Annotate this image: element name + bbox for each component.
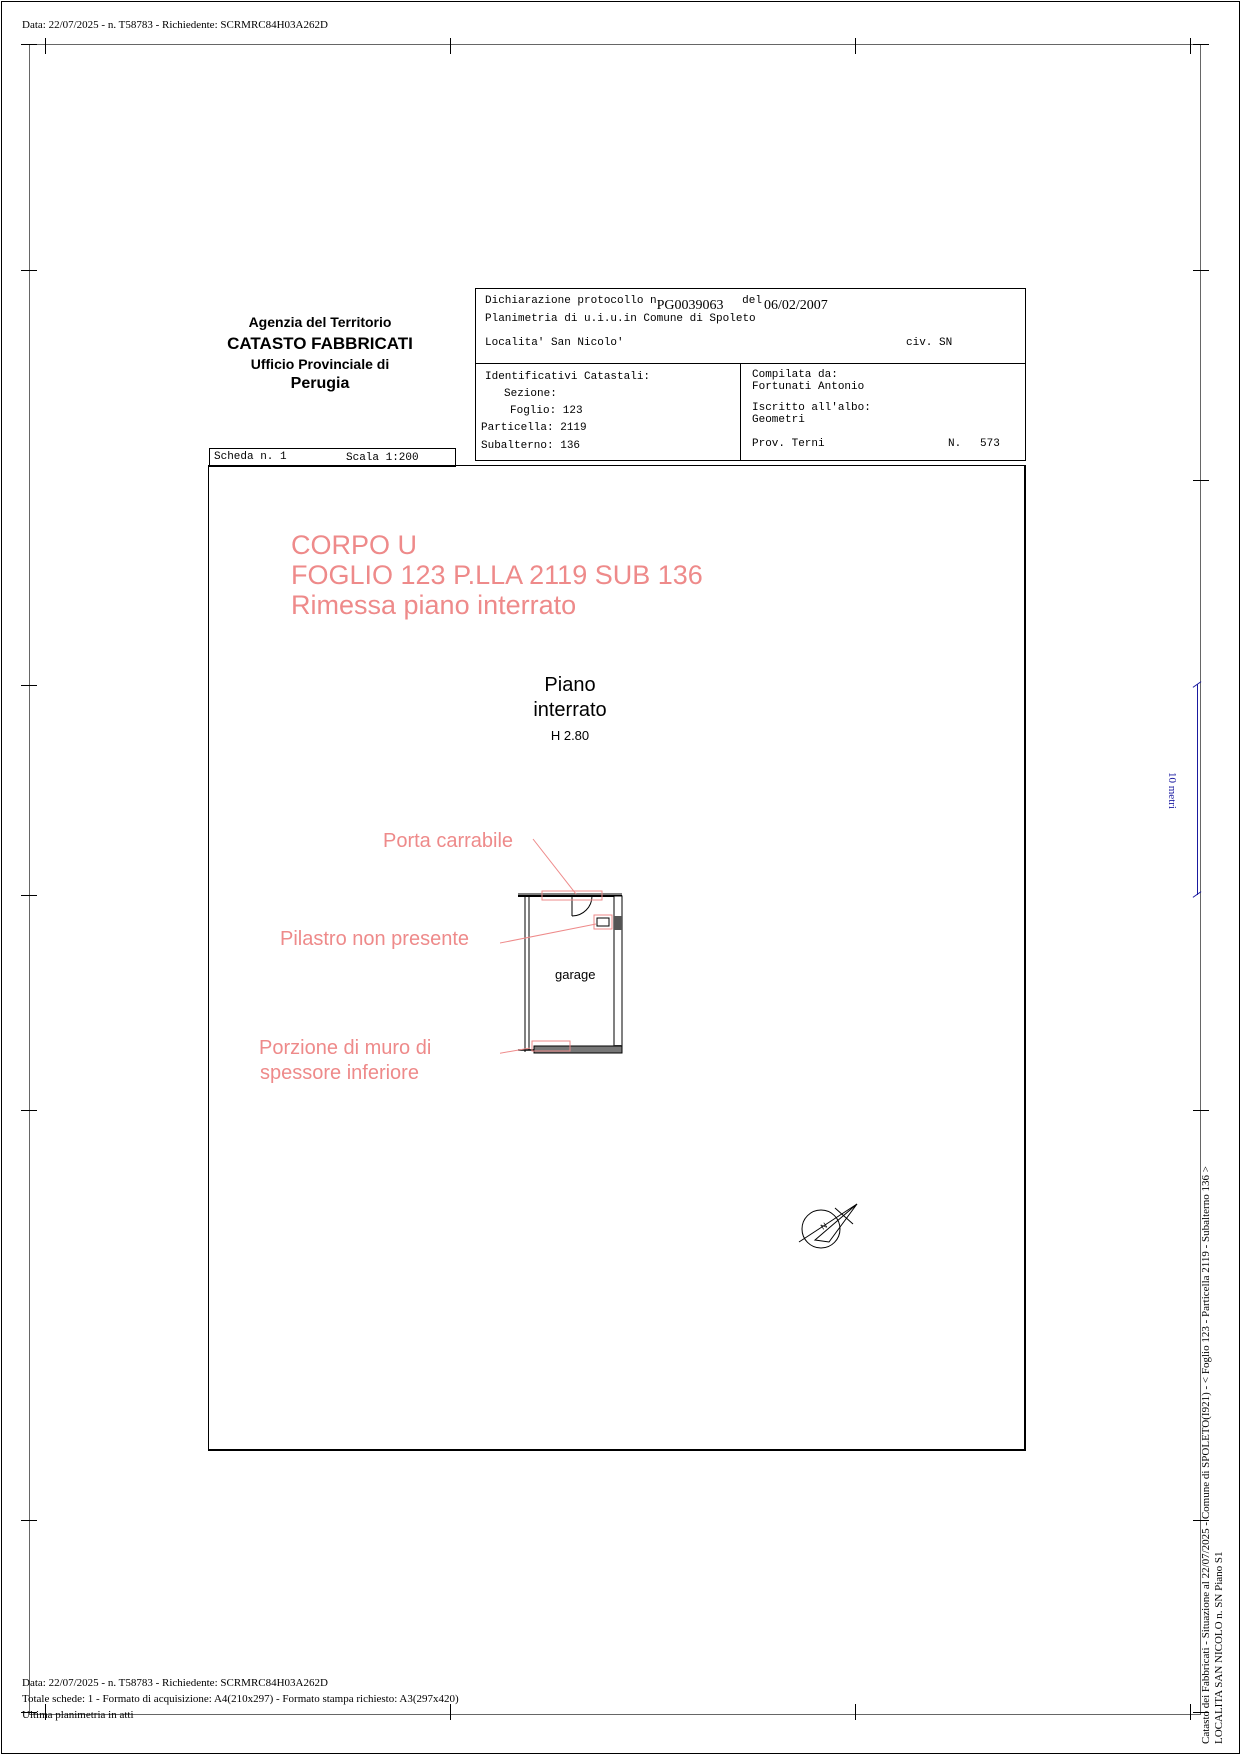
register-n-value: 573 bbox=[980, 438, 1000, 450]
scale-ratio: Scala 1:200 bbox=[346, 452, 419, 464]
floor-label bbox=[500, 673, 640, 743]
albo-label: Iscritto all'albo: bbox=[752, 402, 871, 414]
side-caption-line2: LOCALITA SAN NICOLO n. SN Piano S1 bbox=[1213, 1551, 1225, 1744]
date-label: del bbox=[742, 295, 762, 307]
catasto-title: CATASTO FABBRICATI bbox=[227, 334, 413, 353]
garage-plan bbox=[500, 820, 720, 1080]
floor-name: interrato bbox=[533, 699, 607, 721]
agency-name: Agenzia del Territorio bbox=[248, 314, 392, 330]
compiler-name: Fortunati Antonio bbox=[752, 381, 865, 393]
planimetria-line: Planimetria di u.i.u.in Comune di Spoleto bbox=[485, 313, 756, 325]
callout-porzione-line1: Porzione di muro di bbox=[259, 1037, 432, 1059]
rimessa-line: Rimessa piano interrato bbox=[291, 590, 577, 620]
albo-value: Geometri bbox=[752, 414, 805, 426]
callout-pilastro: Pilastro non presente bbox=[280, 928, 470, 950]
callout-porzione bbox=[259, 1036, 431, 1086]
side-caption-line1: Catasto dei Fabbricati - Situazione al 22/07/2025 - Comune di SPOLETO(I921) - < Foglio 123 - Particella 2119 - Subalterno 136 > bbox=[1200, 1166, 1212, 1744]
identifiers-title: Identificativi Catastali: bbox=[485, 371, 651, 383]
office-label: Ufficio Provinciale di bbox=[250, 356, 390, 372]
particella: Particella: 2119 bbox=[481, 422, 587, 434]
footer-line2: Totale schede: 1 - Formato di acquisizione: A4(210x297) - Formato stampa richiesto: A3(297x420) bbox=[22, 1693, 459, 1705]
side-caption bbox=[1200, 1166, 1226, 1744]
localita-line: Localita' San Nicolo' bbox=[485, 337, 624, 349]
north-arrow-icon bbox=[795, 1196, 865, 1252]
foglio: Foglio: 123 bbox=[510, 405, 583, 417]
footer-line3: Ultima planimetria in atti bbox=[22, 1709, 134, 1721]
callout-porzione-line2: spessore inferiore bbox=[260, 1062, 419, 1084]
garage-label: garage bbox=[555, 967, 596, 982]
agency-block bbox=[220, 314, 420, 393]
header-line: Data: 22/07/2025 - n. T58783 - Richiedente: SCRMRC84H03A262D bbox=[22, 19, 328, 31]
floor-word: Piano bbox=[544, 674, 596, 696]
svg-text:N: N bbox=[818, 1220, 829, 1232]
floor-height: H 2.80 bbox=[550, 728, 590, 743]
register-n-label: N. bbox=[948, 438, 962, 450]
sezione: Sezione: bbox=[504, 388, 557, 400]
protocol-label: Dichiarazione protocollo n bbox=[485, 295, 657, 307]
footer-line1: Data: 22/07/2025 - n. T58783 - Richiedente: SCRMRC84H03A262D bbox=[22, 1677, 328, 1689]
foglio-line: FOGLIO 123 P.LLA 2119 SUB 136 bbox=[291, 560, 703, 590]
protocol-number: PG0039063 bbox=[656, 298, 724, 313]
corpo-label: CORPO U bbox=[291, 530, 418, 560]
compiler-label: Compilata da: bbox=[752, 369, 838, 381]
footer bbox=[22, 1675, 459, 1723]
scale-bar-label: 10 metri bbox=[1166, 772, 1178, 809]
province: Prov. Terni bbox=[752, 438, 825, 450]
civico: civ. SN bbox=[906, 337, 953, 349]
scale-bar bbox=[1197, 684, 1198, 895]
protocol-date: 06/02/2007 bbox=[763, 298, 828, 313]
callout-porta: Porta carrabile bbox=[383, 830, 514, 852]
plan-title bbox=[291, 530, 703, 620]
office-city: Perugia bbox=[290, 375, 350, 392]
subalterno: Subalterno: 136 bbox=[481, 440, 581, 452]
scheda-number: Scheda n. 1 bbox=[214, 451, 287, 463]
declaration-box bbox=[475, 288, 1026, 461]
